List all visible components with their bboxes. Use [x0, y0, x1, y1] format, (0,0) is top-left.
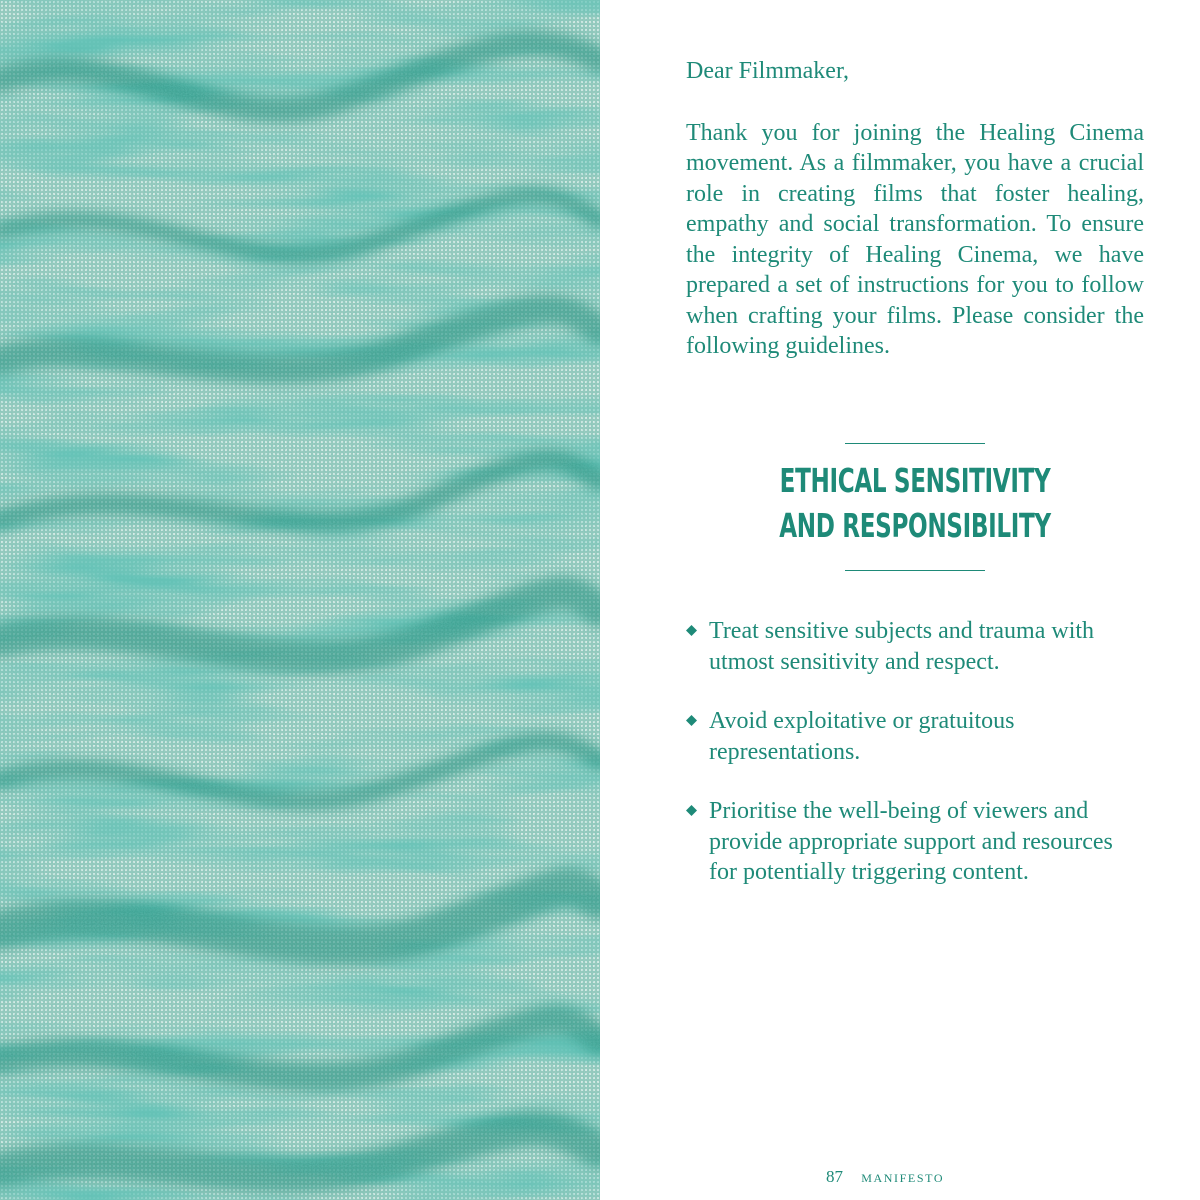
letter-intro	[686, 56, 1144, 393]
guideline-item	[686, 616, 1116, 677]
diamond-bullet-icon	[686, 805, 697, 816]
page-footer	[826, 1167, 944, 1187]
diamond-bullet-icon	[686, 715, 697, 726]
running-section-name: MANIFESTO	[861, 1171, 945, 1185]
guideline-list	[686, 616, 1116, 917]
guideline-text: Avoid exploitative or gratuitous representations.	[709, 708, 1015, 765]
guideline-item	[686, 796, 1116, 888]
section-heading-line-2: AND RESPONSIBILITY	[779, 506, 1051, 545]
page-number: 87	[826, 1167, 843, 1186]
diamond-bullet-icon	[686, 625, 697, 636]
section-heading-line-1: ETHICAL SENSITIVITY	[779, 461, 1051, 500]
letter-greeting: Dear Filmmaker,	[686, 58, 849, 84]
letter-body: Thank you for joining the Healing Cinema movement. As a filmmaker, you have a crucial role in creating films that foster healing, empathy and social transformation. To ensure the integrity of Healing Cinema, we have prepared a set of instructions for you to follow when crafting your films. Please consider the following guidelines.	[686, 119, 1144, 359]
heading-rule-bottom	[845, 570, 985, 571]
section-heading	[765, 458, 1066, 548]
guideline-item	[686, 706, 1116, 767]
text-page	[600, 0, 1200, 1200]
heading-rule-top	[845, 443, 985, 444]
guideline-text: Prioritise the well-being of viewers and provide appropriate support and resources for potentially triggering content.	[709, 798, 1113, 885]
guideline-text: Treat sensitive subjects and trauma with utmost sensitivity and respect.	[709, 618, 1095, 675]
